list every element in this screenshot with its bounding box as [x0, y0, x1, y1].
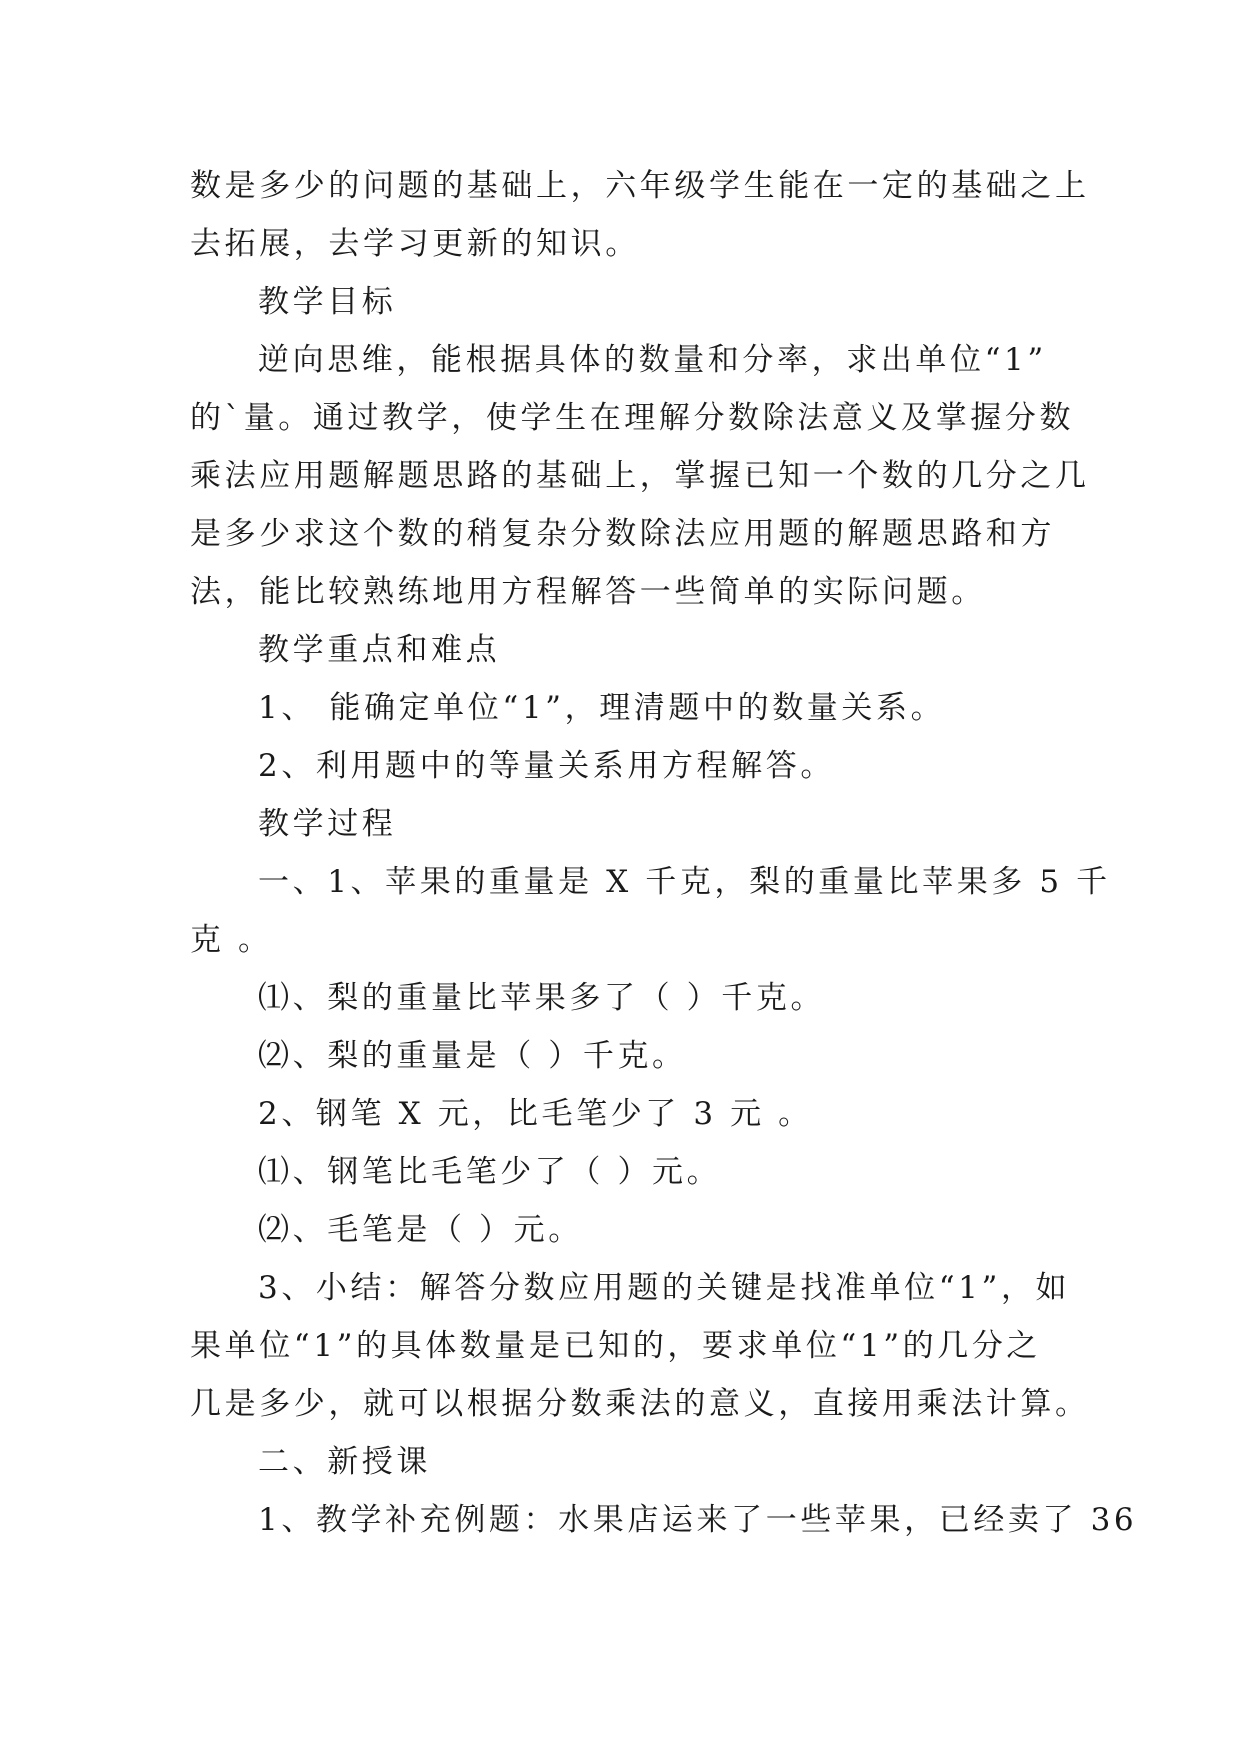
section-heading: 教学重点和难点	[258, 632, 501, 668]
paragraph-line: 几是多少，就可以根据分数乘法的意义，直接用乘法计算。	[190, 1386, 1090, 1422]
paragraph-line: 逆向思维，能根据具体的数量和分率，求出单位“1”	[258, 342, 1047, 378]
paragraph-line: 数是多少的问题的基础上，六年级学生能在一定的基础之上	[190, 168, 1090, 204]
list-item: 2、利用题中的等量关系用方程解答。	[258, 748, 835, 784]
list-item: ⑵、梨的重量是（ ）千克。	[258, 1038, 687, 1074]
list-item: 1、 能确定单位“1”，理清题中的数量关系。	[258, 690, 946, 726]
paragraph-line: 克 。	[190, 922, 273, 958]
paragraph-line: 的`量。通过教学，使学生在理解分数除法意义及掌握分数	[190, 400, 1075, 436]
list-item: ⑴、梨的重量比苹果多了（ ）千克。	[258, 980, 826, 1016]
list-item: 3、小结：解答分数应用题的关键是找准单位“1”，如	[258, 1270, 1071, 1306]
list-item: 2、钢笔 X 元，比毛笔少了 3 元 。	[258, 1096, 813, 1132]
paragraph-line: 法，能比较熟练地用方程解答一些简单的实际问题。	[190, 574, 986, 610]
list-item: ⑵、毛笔是（ ）元。	[258, 1212, 583, 1248]
list-item: 1、教学补充例题：水果店运来了一些苹果，已经卖了 36	[258, 1502, 1138, 1538]
paragraph-line: 乘法应用题解题思路的基础上，掌握已知一个数的几分之几	[190, 458, 1090, 494]
section-heading: 教学目标	[258, 284, 397, 320]
list-item: ⑴、钢笔比毛笔少了（ ）元。	[258, 1154, 722, 1190]
paragraph-line: 果单位“1”的具体数量是已知的，要求单位“1”的几分之	[190, 1328, 1042, 1364]
list-item: 一、1、苹果的重量是 X 千克，梨的重量比苹果多 5 千	[258, 864, 1111, 900]
section-heading: 教学过程	[258, 806, 397, 842]
section-heading: 二、新授课	[258, 1444, 431, 1480]
paragraph-line: 去拓展，去学习更新的知识。	[190, 226, 640, 262]
paragraph-line: 是多少求这个数的稍复杂分数除法应用题的解题思路和方	[190, 516, 1055, 552]
